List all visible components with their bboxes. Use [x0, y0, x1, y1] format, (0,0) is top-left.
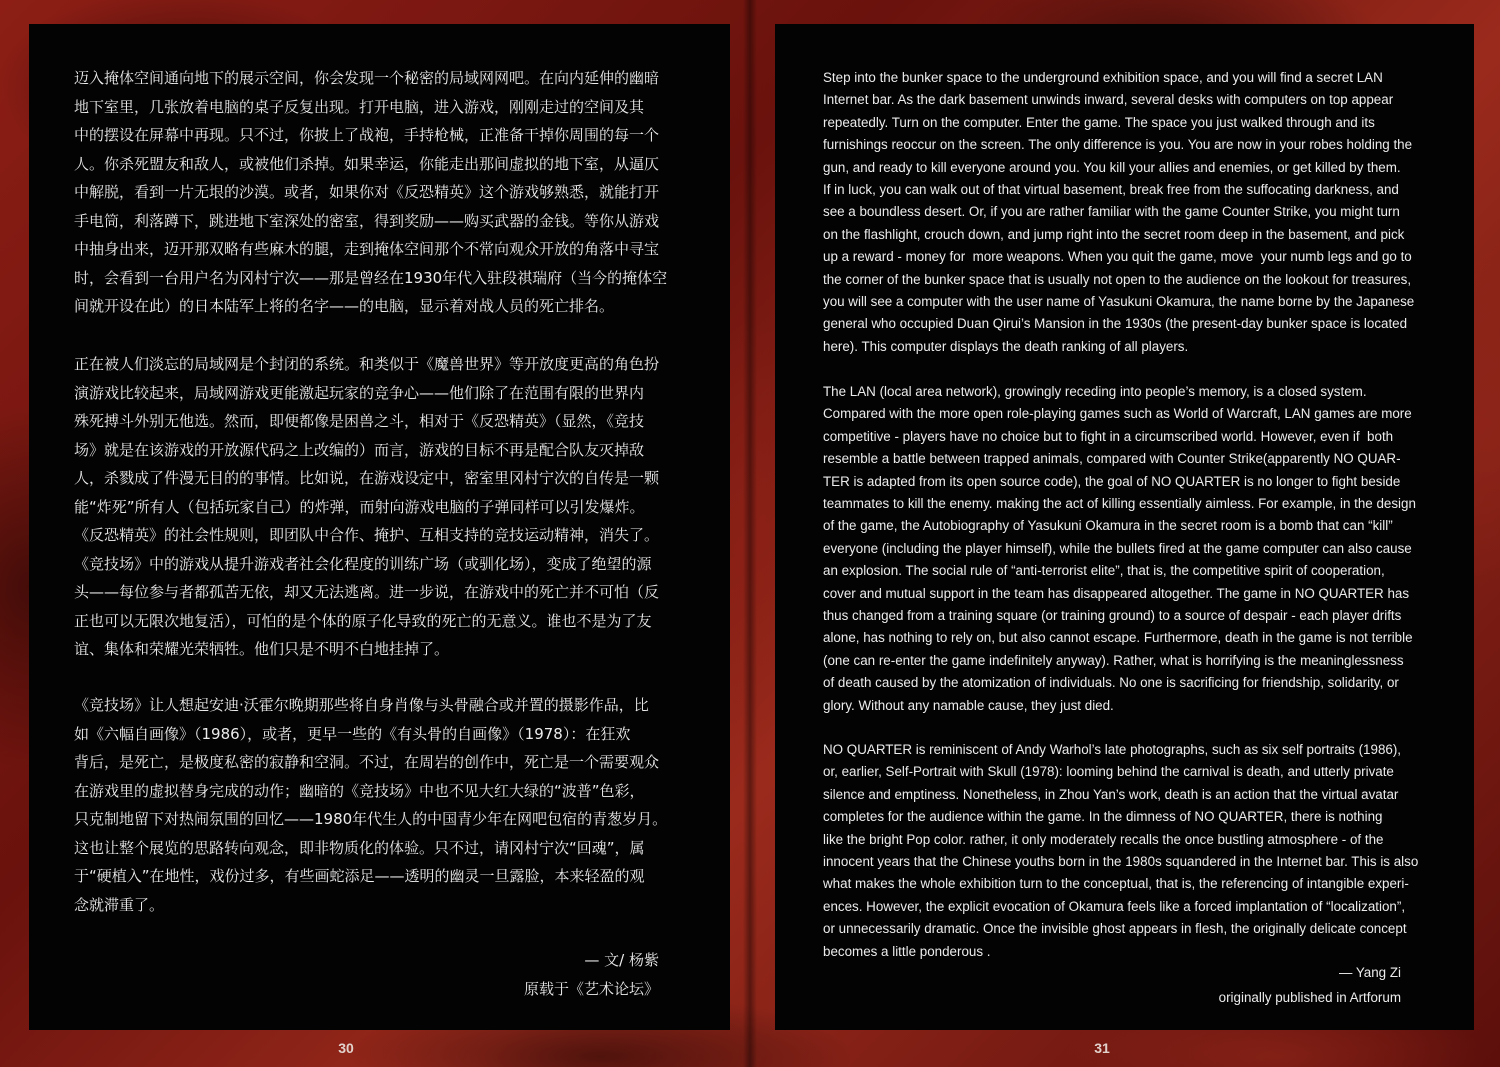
- chinese-paragraph-3: 《竞技场》让人想起安迪·沃霍尔晚期那些将自身肖像与头骨融合或并置的摄影作品，比 如《六幅自画像》（1986），或者，更早一些的《有头骨的自画像》（1978）：在狂欢 背后，是死亡，是极度私密的寂静和空洞。不过，在周岩的创作中，死亡是一个需要观众 在游戏里的虚拟替身完成的动作；幽暗的《竞技场》中也不见大红大绿的“波普”色彩， 只克制地留下对热闹氛围的回忆——1980年代生人的中国青少年在网吧包宿的青葱岁月。 这也让整个展览的思路转向观念，即非物质化的体验。只不过，请冈村宁次“回魂”，属 于“硬植入”在地性，戏份过多，有些画蛇添足——透明的幽灵一旦露脸，本来轻盈的观 念就滞重了。: [74, 696, 668, 914]
- spread-gutter: [743, 0, 757, 1067]
- chinese-source-note: 原载于《艺术论坛》: [523, 980, 659, 998]
- chinese-author-signature: — 文/ 杨紫: [584, 951, 659, 969]
- english-paragraph-1: Step into the bunker space to the underground exhibition space, and you will find a secret LAN Internet bar. As the dark basement unwinds inward, several desks with computers on top appear repeatedly. Turn on the computer. Enter the game. The space you just walked through and its furnishings reoccur on the screen. The only difference is you. You are now in your robes holding the gun, and ready to kill everyone around you. You kill your allies and enemies, or get killed by them. If in luck, you can walk out of that virtual basement, break free from the suffocating darkness, and see a boundless desert. Or, if you are rather familiar with the game Counter Strike, you might turn on the flashlight, crouch down, and jump right into the secret room deep in the basement, and pick up a reward - money for more weapons. When you quit the game, move your numb legs and go to the corner of the bunker space that is usually not open to the audience on the lookout for treasures, you will see a computer with the user name of Yasukuni Okamura, the name borne by the Japanese general who occupied Duan Qirui’s Mansion in the 1930s (the present-day bunker space is located here). This computer displays the death ranking of all players.: [823, 70, 1415, 354]
- page-number-left: 30: [338, 1040, 354, 1056]
- page-number-right: 31: [1094, 1040, 1110, 1056]
- right-page: [775, 24, 1474, 1030]
- left-page: [29, 24, 730, 1030]
- english-paragraph-3: NO QUARTER is reminiscent of Andy Warhol’s late photographs, such as six self portraits (1986), or, earlier, Self-Portrait with Skull (1978): looming behind the carnival is death, and utterly private silence and emptiness. Nonetheless, in Zhou Yan’s work, death is an action that the virtual avatar completes for the audience within the game. In the dimness of NO QUARTER, there is nothing like the bright Pop color. rather, it only moderately recalls the once bustling atmosphere - of the innocent years that the Chinese youths born in the 1980s squandered in the Internet bar. This is also what makes the whole exhibition turn to the conceptual, that is, the referencing of intangible experi- ences. However, the explicit evocation of Okamura feels like a forced implantation of “localization”, or unnecessarily dramatic. Once the invisible ghost appears in flesh, the originally delicate concept becomes a little ponderous .: [823, 742, 1419, 959]
- chinese-paragraph-1: 迈入掩体空间通向地下的展示空间，你会发现一个秘密的局域网网吧。在向内延伸的幽暗 地下室里，几张放着电脑的桌子反复出现。打开电脑，进入游戏，刚刚走过的空间及其 中的摆设在屏幕中再现。只不过，你披上了战袍，手持枪械，正准备干掉你周围的每一个 人。你杀死盟友和敌人，或被他们杀掉。如果幸运，你能走出那间虚拟的地下室，从逼仄 中解脱，看到一片无垠的沙漠。或者，如果你对《反恐精英》这个游戏够熟悉，就能打开 手电筒，利落蹲下，跳进地下室深处的密室，得到奖励——购买武器的金钱。等你从游戏 中抽身出来，迈开那双略有些麻木的腿，走到掩体空间那个不常向观众开放的角落中寻宝 时，会看到一台用户名为冈村宁次——那是曾经在1930年代入驻段祺瑞府（当今的掩体空 间就开设在此）的日本陆军上将的名字——的电脑，显示着对战人员的死亡排名。: [74, 69, 668, 315]
- english-source-note: originally published in Artforum: [1218, 990, 1401, 1005]
- english-author-signature: — Yang Zi: [1338, 965, 1401, 980]
- chinese-paragraph-2: 正在被人们淡忘的局域网是个封闭的系统。和类似于《魔兽世界》等开放度更高的角色扮 演游戏比较起来，局域网游戏更能激起玩家的竞争心——他们除了在范围有限的世界内 殊死搏斗外别无他选。然而，即便都像是困兽之斗，相对于《反恐精英》（显然，《竞技 场》就是在该游戏的开放源代码之上改编的）而言，游戏的目标不再是配合队友灭掉敌 人，杀戮成了件漫无目的的事情。比如说，在游戏设定中，密室里冈村宁次的自传是一颗 能“炸死”所有人（包括玩家自己）的炸弹，而射向游戏电脑的子弹同样可以引发爆炸。 《反恐精英》的社会性规则，即团队中合作、掩护、互相支持的竞技运动精神，消失了。 《竞技场》中的游戏从提升游戏者社会化程度的训练广场（或驯化场），变成了绝望的源 头——每位参与者都孤苦无依，却又无法逃离。进一步说，在游戏中的死亡并不可怕（反 正也可以无限次地复活），可怕的是个体的原子化导致的死亡的无意义。谁也不是为了友 谊、集体和荣耀光荣牺牲。他们只是不明不白地挂掉了。: [74, 355, 660, 658]
- english-paragraph-2: The LAN (local area network), growingly receding into people’s memory, is a closed system. Compared with the more open role-playing games such as World of Warcraft, LAN games are more competitive - players have no choice but to fight in a circumscribed world. However, even if both resemble a battle between trapped animals, compared with Counter Strike(apparently NO QUAR- TER is adapted from its open source code), the goal of NO QUARTER is no longer to fight beside teammates to kill the enemy. making the act of killing essentially aimless. For example, in the design of the game, the Autobiography of Yasukuni Okamura in the secret room is a bomb that can “kill” everyone (including the player himself), while the bullets fired at the game computer can also cause an explosion. The social rule of “anti-terrorist elite”, that is, the competitive spirit of cooperation, cover and mutual support in the team has disappeared altogether. The game in NO QUARTER has thus changed from a training square (or training ground) to a source of despair - each player drifts alone, has nothing to rely on, but also cannot escape. Furthermore, death in the game is not terrible (one can re-enter the game indefinitely anyway). Rather, what is horrifying is the meaninglessness of death caused by the atomization of individuals. No one is sacrificing for friendship, solidarity, or glory. Without any namable cause, they just died.: [823, 384, 1416, 713]
